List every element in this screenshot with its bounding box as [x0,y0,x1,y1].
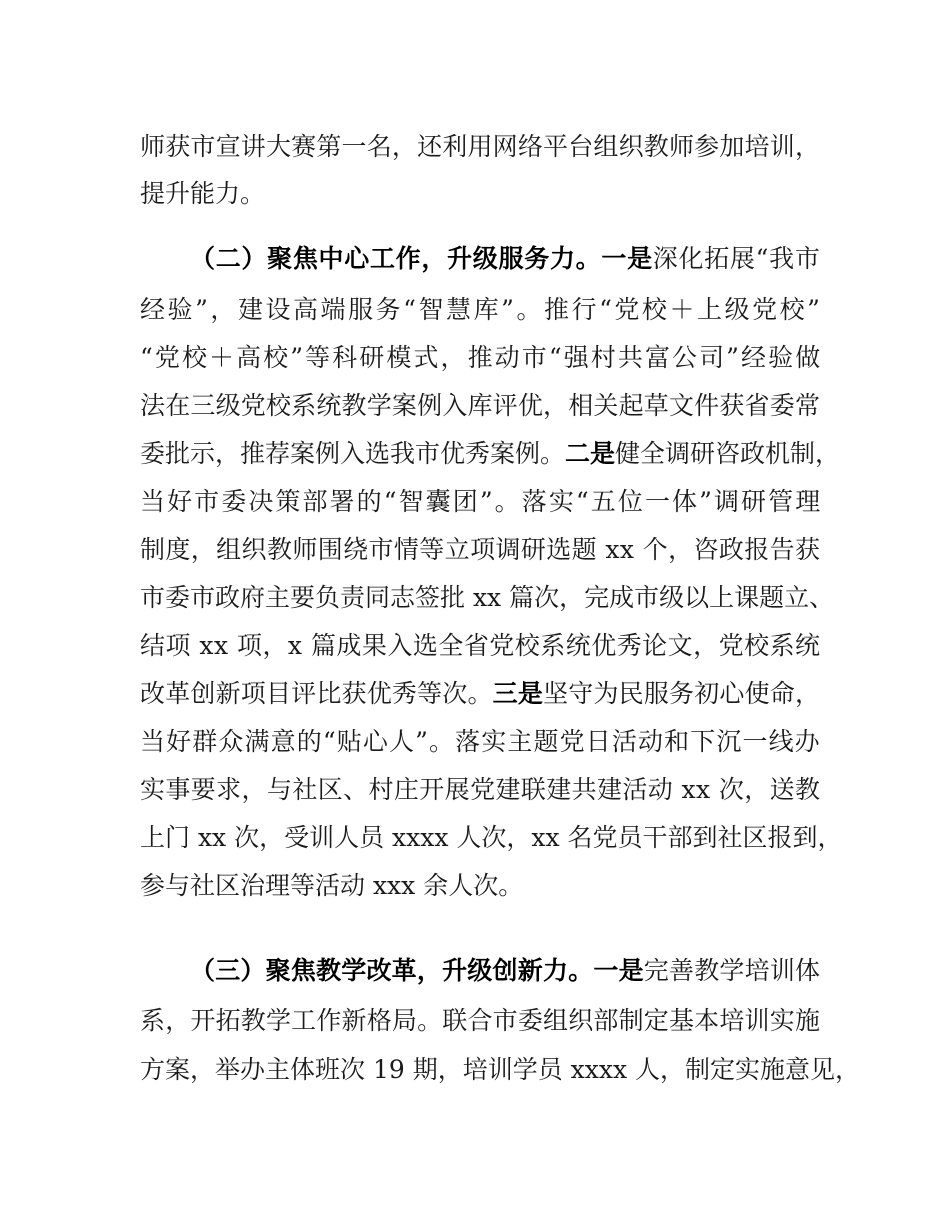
text-run: 深化拓展“我市 [652,244,821,273]
text-line [140,725,821,759]
section-heading-line [190,954,820,988]
text-line [140,341,822,375]
text-line [140,437,840,471]
text-run: 当好群众满意的“贴心人”。落实主题党日活动和下沉一线办 [140,727,821,756]
text-run: 市委市政府主要负责同志签批 xx 篇次，完成市级以上课题立、 [140,583,835,612]
text-run: 实事要求，与社区、村庄开展党建联建共建活动 xx 次，送教 [140,775,821,804]
text-run: 坚守为民服务初心使命， [543,679,821,708]
text-line [140,533,820,567]
bold-marker: 二是 [565,439,616,468]
section-heading: （三）聚焦教学改革，升级创新力。一是 [190,956,644,985]
text-line [140,1004,820,1038]
text-line [140,677,820,711]
text-line [140,869,523,903]
bold-marker: 三是 [492,679,544,708]
text-line [140,177,265,211]
text-line [140,389,820,423]
text-run: 提升能力。 [140,179,266,208]
text-line [140,773,820,807]
text-run: 当好市委决策部署的“智囊团”。落实“五位一体”调研管理 [140,487,823,516]
text-line [140,485,822,519]
text-run: 法在三级党校系统教学案例入库评优，相关起草文件获省委常 [140,391,821,420]
text-run: 方案，举办主体班次 19 期，培训学员 xxxx 人，制定实施意见， [140,1055,860,1084]
text-run: 健全调研咨政机制， [615,439,841,468]
text-line [140,293,823,327]
text-run: 完善教学培训体 [643,956,821,985]
text-line [140,821,843,855]
section-heading-line [190,242,821,276]
text-run: 上门 xx 次，受训人员 xxxx 人次，xx 名党员干部到社区报到， [140,823,843,852]
text-run: 师获市宣讲大赛第一名，还利用网络平台组织教师参加培训， [140,132,821,161]
text-run: 委批示，推荐案例入选我市优秀案例。 [140,439,566,468]
section-heading: （二）聚焦中心工作，升级服务力。一是 [190,244,653,273]
text-run: 经验”，建设高端服务“智慧库”。推行“党校＋上级党校” [140,295,823,324]
text-run: 系，开拓教学工作新格局。联合市委组织部制定基本培训实施 [140,1006,821,1035]
text-run: 结项 xx 项，x 篇成果入选全省党校系统优秀论文，党校系统 [140,631,821,660]
text-line [140,130,820,164]
text-run: 制度，组织教师围绕市情等立项调研选题 xx 个，咨政报告获 [140,535,821,564]
text-line [140,581,834,615]
text-line [140,629,821,663]
text-run: 改革创新项目评比获优秀等次。 [140,679,493,708]
text-run: “党校＋高校”等科研模式，推动市“强村共富公司”经验做 [140,343,823,372]
text-run: 参与社区治理等活动 xxx 余人次。 [140,871,524,900]
text-line [140,1053,860,1087]
